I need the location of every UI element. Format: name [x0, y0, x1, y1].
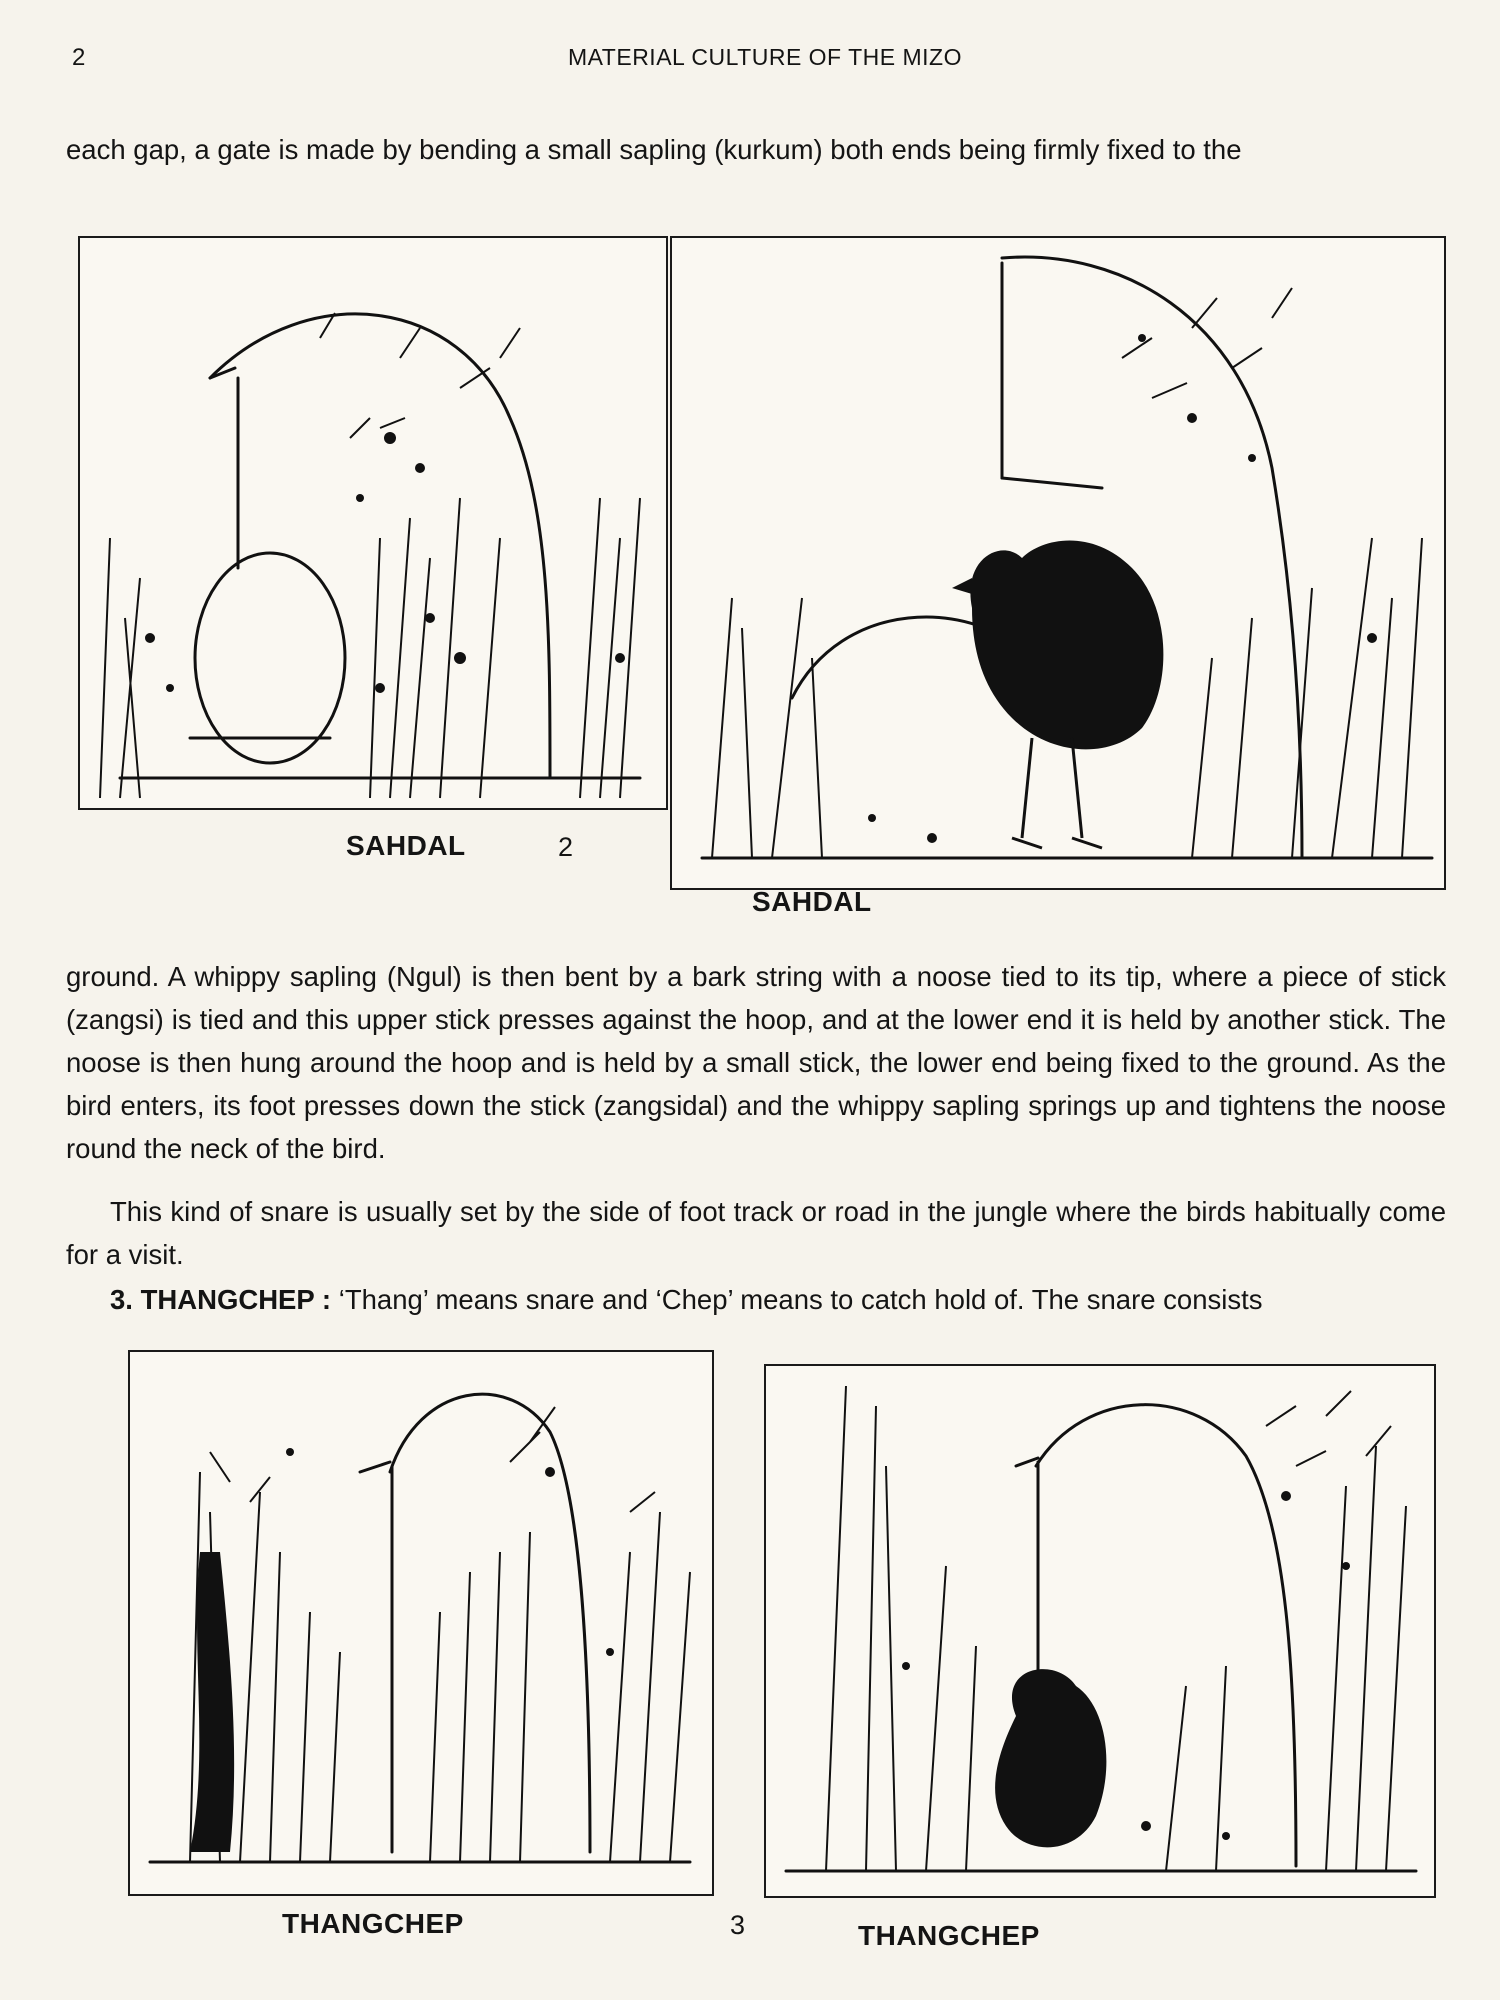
figure-thangchep-left [128, 1350, 714, 1896]
section-heading-thangchep: 3. THANGCHEP : [110, 1284, 332, 1315]
sahdal-bird-illustration [672, 238, 1444, 888]
figure-sahdal-right-caption: SAHDAL [752, 886, 872, 917]
figure-thangchep-left-caption: THANGCHEP [282, 1908, 464, 1939]
running-title: MATERIAL CULTURE OF THE MIZO [568, 44, 962, 70]
paragraph-4 [66, 1278, 1446, 1321]
figure-sahdal-left [78, 236, 668, 810]
paragraph-2: ground. A whippy sapling (Ngul) is then bent by a bark string with a noose tied to its tip, where a piece of stick (zangsi) is tied and this upper stick presses against the hoop, and at the lower end it is held by another stick. The noose is then hung around the hoop and is held by a small stick, the lower end being fixed to the ground. As the bird enters, its foot presses down the stick (zangsidal) and the whippy sapling springs up and tightens the noose round the neck of the bird. [66, 961, 1446, 1164]
thangchep-animal-illustration [766, 1366, 1434, 1896]
sahdal-snare-illustration [80, 238, 666, 808]
figure-sahdal-right [670, 236, 1446, 890]
paragraph-3: This kind of snare is usually set by the side of foot track or road in the jungle where the birds habitually come for a visit. [66, 1196, 1446, 1270]
figure-thangchep-right-caption: THANGCHEP [858, 1920, 1040, 1951]
paragraph-1: each gap, a gate is made by bending a small sapling (kurkum) both ends being firmly fixed to the [66, 134, 1242, 165]
thangchep-snare-illustration [130, 1352, 712, 1894]
figure-thangchep-right [764, 1364, 1436, 1898]
page-number: 2 [72, 44, 86, 71]
figure-3-number: 3 [730, 1910, 746, 1940]
paragraph-4-text: ‘Thang’ means snare and ‘Chep’ means to catch hold of. The snare consists [331, 1284, 1263, 1315]
figure-sahdal-left-caption: SAHDAL [346, 830, 466, 861]
figure-2-number: 2 [558, 832, 574, 862]
